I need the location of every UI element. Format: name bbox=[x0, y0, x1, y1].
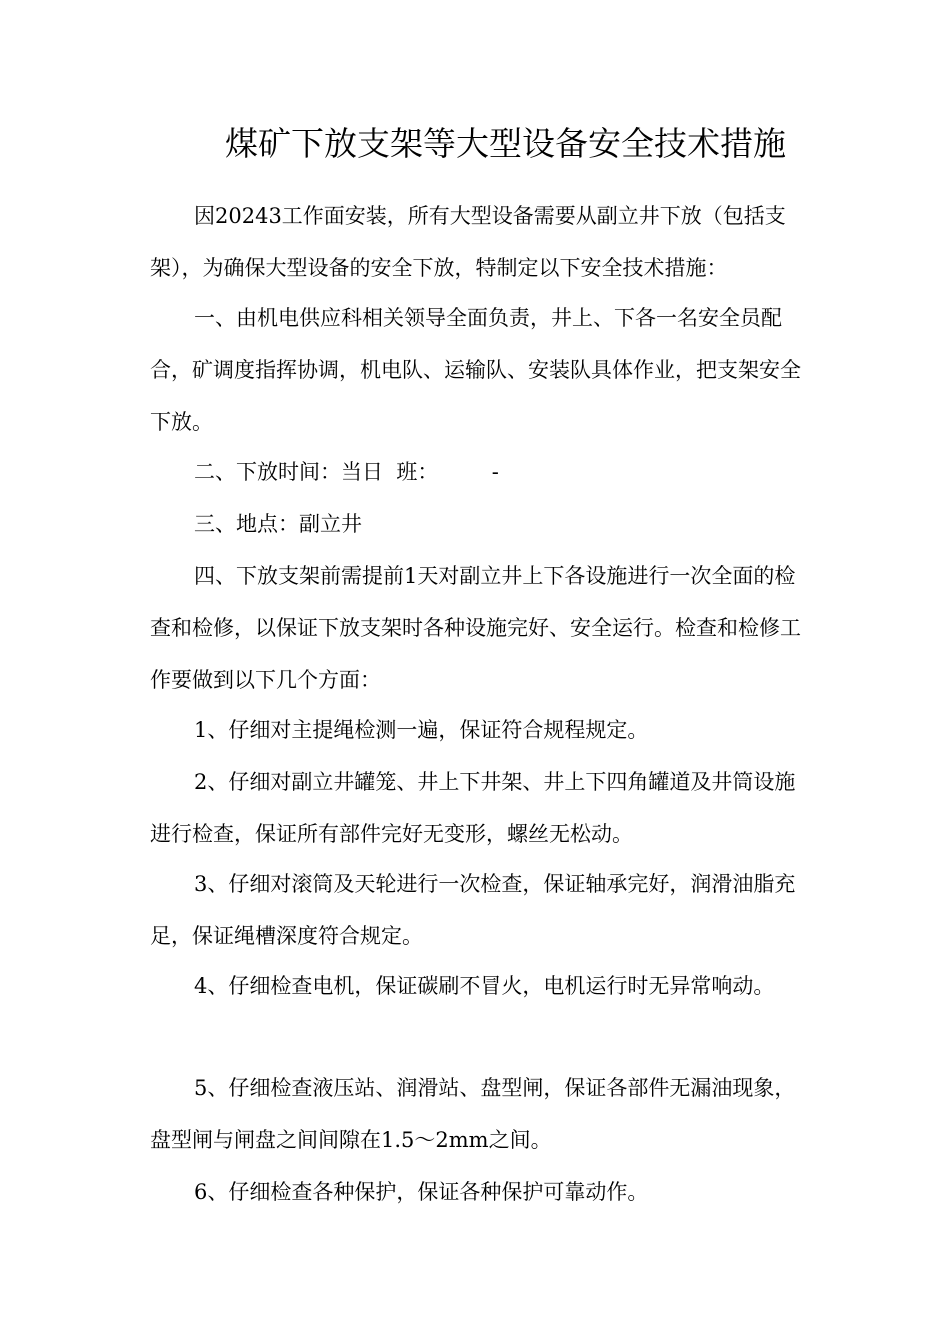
paragraph-section-2: 二、下放时间：当日 班： - bbox=[194, 460, 499, 484]
paragraph-intro: 因20243工作面安装，所有大型设备需要从副立井下放（包括支架），为确保大型设备的安全下放，特制定以下安全技术措施： bbox=[150, 204, 786, 280]
paragraph-item-5: 5、仔细检查液压站、润滑站、盘型闸，保证各部件无漏油现象，盘型闸与闸盘之间间隙在1.5～2mm之间。 bbox=[150, 1076, 796, 1152]
paragraph-item-1: 1、仔细对主提绳检测一遍，保证符合规程规定。 bbox=[194, 718, 649, 742]
document-title: 煤矿下放支架等大型设备安全技术措施 bbox=[225, 124, 786, 163]
paragraph-section-3: 三、地点：副立井 bbox=[194, 512, 362, 536]
paragraph-section-1: 一、由机电供应科相关领导全面负责，井上、下各一名安全员配合，矿调度指挥协调，机电队、运输队、安装队具体作业，把支架安全下放。 bbox=[150, 306, 801, 434]
paragraph-item-2: 2、仔细对副立井罐笼、井上下井架、井上下四角罐道及井筒设施进行检查，保证所有部件完好无变形，螺丝无松动。 bbox=[150, 770, 796, 846]
paragraph-item-6: 6、仔细检查各种保护，保证各种保护可靠动作。 bbox=[194, 1180, 649, 1204]
paragraph-section-4: 四、下放支架前需提前1天对副立井上下各设施进行一次全面的检查和检修，以保证下放支架时各种设施完好、安全运行。检查和检修工作要做到以下几个方面： bbox=[150, 564, 801, 692]
paragraph-item-3: 3、仔细对滚筒及天轮进行一次检查，保证轴承完好，润滑油脂充足，保证绳槽深度符合规定。 bbox=[150, 872, 796, 948]
paragraph-item-4: 4、仔细检查电机，保证碳刷不冒火，电机运行时无异常响动。 bbox=[194, 974, 775, 998]
